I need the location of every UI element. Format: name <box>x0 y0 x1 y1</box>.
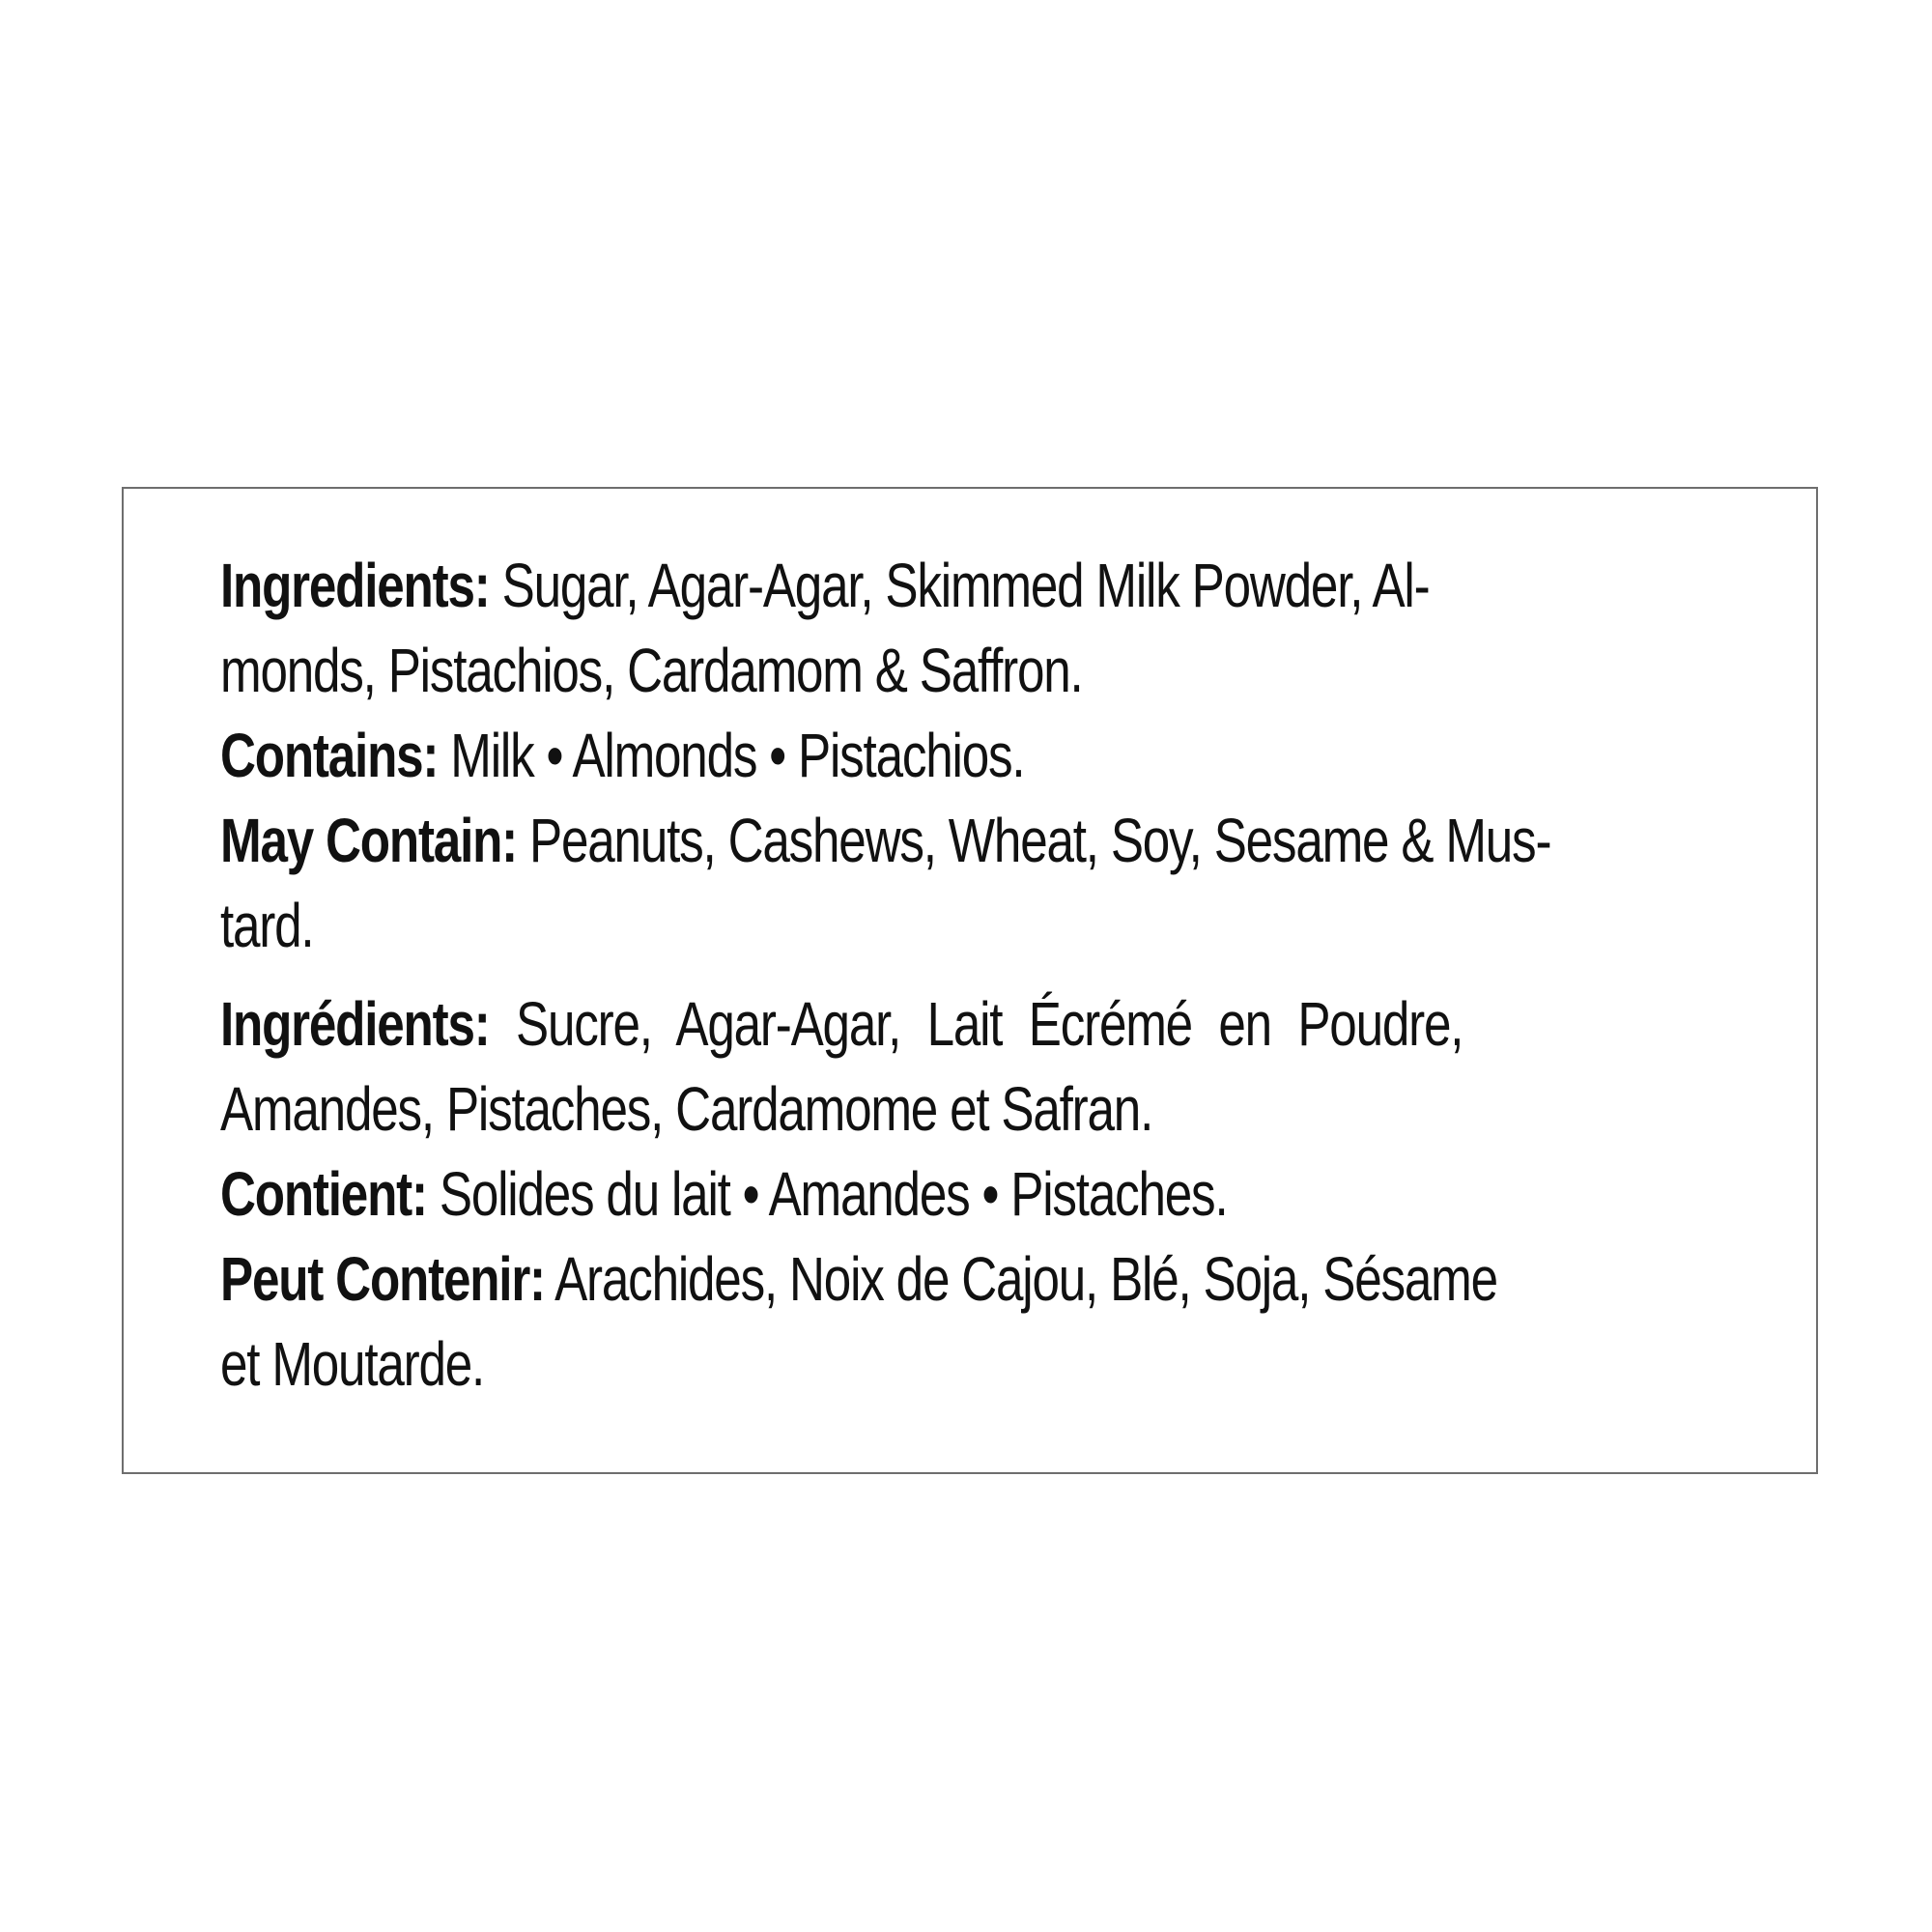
french-ingredients-line-2 <box>220 1066 1426 1151</box>
english-ingredients-line-2 <box>220 628 1426 713</box>
language-spacer <box>220 968 1727 981</box>
french-ingredients-text-1: Sucre, Agar-Agar, Lait Écrémé en Poudre, <box>489 989 1463 1059</box>
ingredients-label-panel <box>122 487 1818 1474</box>
french-may-contain-heading: Peut Contenir: <box>220 1244 545 1314</box>
english-ingredients-text-2: monds, Pistachios, Cardamom & Saffron. <box>220 636 1083 705</box>
french-ingredients-heading: Ingrédients: <box>220 989 490 1059</box>
french-contains-text: Solides du lait • Amandes • Pistaches. <box>426 1159 1228 1229</box>
english-ingredients-text-1: Sugar, Agar-Agar, Skimmed Milk Powder, Al- <box>489 551 1430 620</box>
french-ingredients-text-2: Amandes, Pistaches, Cardamome et Safran. <box>220 1074 1153 1144</box>
label-text-block <box>220 543 1727 1406</box>
french-contains-line <box>220 1151 1426 1236</box>
english-may-contain-line-1 <box>220 798 1551 883</box>
english-may-contain-text-2: tard. <box>220 891 314 960</box>
french-ingredients-line-1 <box>220 981 1463 1066</box>
french-may-contain-text-2: et Moutarde. <box>220 1329 485 1399</box>
english-may-contain-text-1: Peanuts, Cashews, Wheat, Soy, Sesame & Mus- <box>517 806 1551 875</box>
french-may-contain-text-1: Arachides, Noix de Cajou, Blé, Soja, Sésame <box>544 1244 1497 1314</box>
french-may-contain-line-2 <box>220 1321 1426 1406</box>
english-contains-heading: Contains: <box>220 721 439 790</box>
english-contains-text: Milk • Almonds • Pistachios. <box>438 721 1025 790</box>
english-may-contain-heading: May Contain: <box>220 806 518 875</box>
french-contains-heading: Contient: <box>220 1159 427 1229</box>
french-may-contain-line-1 <box>220 1236 1497 1321</box>
english-may-contain-line-2 <box>220 883 1426 968</box>
english-contains-line <box>220 713 1426 798</box>
english-ingredients-line-1 <box>220 543 1430 628</box>
english-ingredients-heading: Ingredients: <box>220 551 490 620</box>
